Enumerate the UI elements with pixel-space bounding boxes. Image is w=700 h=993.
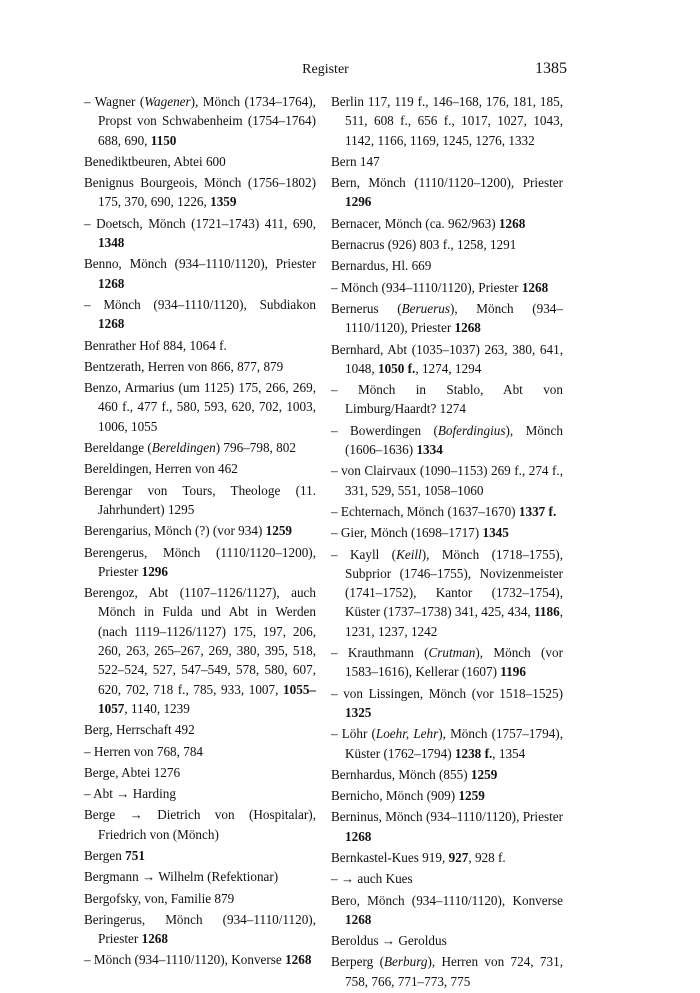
index-entry: Bernicho, Mönch (909) 1259 (331, 788, 485, 804)
index-entry: Berengerus, Mönch (1110/1120–1200), Priester 1296 (84, 544, 316, 579)
index-entry: Berengarius, Mönch (?) (vor 934) 1259 (84, 523, 293, 539)
index-entry: Bereldingen, Herren von 462 (84, 461, 238, 477)
index-entry: – Mönch in Stablo, Abt von Limburg/Haardt? 1274 (331, 382, 563, 417)
index-entry: Beringerus, Mönch (934–1110/1120), Priester 1268 (84, 911, 316, 947)
running-head (84, 62, 567, 82)
index-entry: Berge → Dietrich von (Hospitalar), Friedrich von (Mönch) (84, 807, 316, 842)
index-entry: Bereldange (Bereldingen) 796–798, 802 (84, 440, 296, 456)
index-entry: Benediktbeuren, Abtei 600 (84, 153, 226, 169)
index-entry: – Gier, Mönch (1698–1717) 1345 (331, 525, 509, 541)
index-entry: – Wagner (Wagener), Mönch (1734–1764), Propst von Schwabenheim (1754–1764) 688, 690, 1150 (84, 94, 316, 148)
index-entry: Berninus, Mönch (934–1110/1120), Priester 1268 (331, 809, 563, 844)
index-entry: – Doetsch, Mönch (1721–1743) 411, 690, 1348 (84, 215, 316, 251)
index-entry: Bergofsky, von, Familie 879 (84, 890, 235, 906)
page-number: 1385 (535, 60, 567, 77)
index-entry: – Mönch (934–1110/1120), Subdiakon 1268 (84, 296, 316, 332)
index-entry: Berg, Herrschaft 492 (84, 722, 195, 738)
index-entry: Bentzerath, Herren von 866, 877, 879 (84, 358, 284, 374)
index-entry: Benno, Mönch (934–1110/1120), Priester 1268 (84, 256, 316, 291)
index-entry: Bernhard, Abt (1035–1037) 263, 380, 641, 1048, 1050 f., 1274, 1294 (331, 341, 563, 376)
index-entry: Berengoz, Abt (1107–1126/1127), auch Mönch in Fulda und Abt in Werden (nach 1119–1126/1127) 175, 197, 206, 260, 263, 265–267, 269, 380, 395, 518, 522–524, 527, 547–549, 578, 580, 607, 620, 702, 718 f., 785, 933, 1007, 1055–1057, 1140, 1239 (84, 585, 316, 716)
index-entry: Berengar von Tours, Theologe (11. Jahrhundert) 1295 (84, 482, 316, 517)
index-column-right (331, 92, 563, 993)
index-entry: – Krauthmann (Crutman), Mönch (vor 1583–1616), Kellerar (1607) 1196 (331, 645, 563, 680)
index-entry: – von Clairvaux (1090–1153) 269 f., 274 f., 331, 529, 551, 1058–1060 (331, 463, 563, 498)
index-entry: Bero, Mönch (934–1110/1120), Konverse 1268 (331, 892, 563, 927)
index-column-left (84, 92, 316, 972)
running-title: Register (302, 62, 349, 77)
index-entry: – Mönch (934–1110/1120), Konverse 1268 (84, 952, 312, 968)
index-entry: Berperg (Berburg), Herren von 724, 731, 758, 766, 771–773, 775 (331, 954, 563, 989)
index-entry: – Löhr (Loehr, Lehr), Mönch (1757–1794), Küster (1762–1794) 1238 f., 1354 (331, 726, 563, 761)
index-entry: Bern, Mönch (1110/1120–1200), Priester 1296 (331, 175, 563, 210)
index-entry: Bergen 751 (84, 847, 145, 863)
index-entry: Bern 147 (331, 153, 380, 169)
index-entry: Benrather Hof 884, 1064 f. (84, 337, 227, 353)
index-entry: Berge, Abtei 1276 (84, 764, 181, 780)
index-entry: – Echternach, Mönch (1637–1670) 1337 f. (331, 503, 557, 519)
index-entry: Beroldus → Geroldus (331, 933, 447, 949)
index-entry: – Herren von 768, 784 (84, 743, 204, 759)
index-entry: Benignus Bourgeois, Mönch (1756–1802) 175, 370, 690, 1226, 1359 (84, 175, 316, 210)
index-entry: Bernacer, Mönch (ca. 962/963) 1268 (331, 215, 526, 231)
index-entry: Bernkastel-Kues 919, 927, 928 f. (331, 849, 506, 865)
index-entry: Bernhardus, Mönch (855) 1259 (331, 766, 498, 782)
index-entry: – Kayll (Keill), Mönch (1718–1755), Subprior (1746–1755), Novizenmeister (1741–1752), Kantor (1732–1754), Küster (1737–1738) 341, 425, 434, 1186, 1231, 1237, 1242 (331, 546, 563, 639)
index-entry: – Mönch (934–1110/1120), Priester 1268 (331, 279, 549, 295)
index-entry: Bergmann → Wilhelm (Refektionar) (84, 869, 279, 885)
index-entry: Berlin 117, 119 f., 146–168, 176, 181, 185, 511, 608 f., 656 f., 1017, 1027, 1043, 1142, 1166, 1169, 1245, 1276, 1332 (331, 94, 563, 148)
index-entry: – → auch Kues (331, 871, 413, 887)
index-entry: – von Lissingen, Mönch (vor 1518–1525) 1325 (331, 685, 563, 720)
index-entry: Bernardus, Hl. 669 (331, 258, 432, 274)
index-entry: Benzo, Armarius (um 1125) 175, 266, 269, 460 f., 477 f., 580, 593, 620, 702, 1003, 1006, 1055 (84, 380, 316, 434)
index-entry: Bernerus (Beruerus), Mönch (934–1110/1120), Priester 1268 (331, 300, 563, 336)
index-entry: – Bowerdingen (Boferdingius), Mönch (1606–1636) 1334 (331, 422, 563, 458)
index-entry: Bernacrus (926) 803 f., 1258, 1291 (331, 237, 517, 253)
index-entry: – Abt → Harding (84, 786, 176, 802)
